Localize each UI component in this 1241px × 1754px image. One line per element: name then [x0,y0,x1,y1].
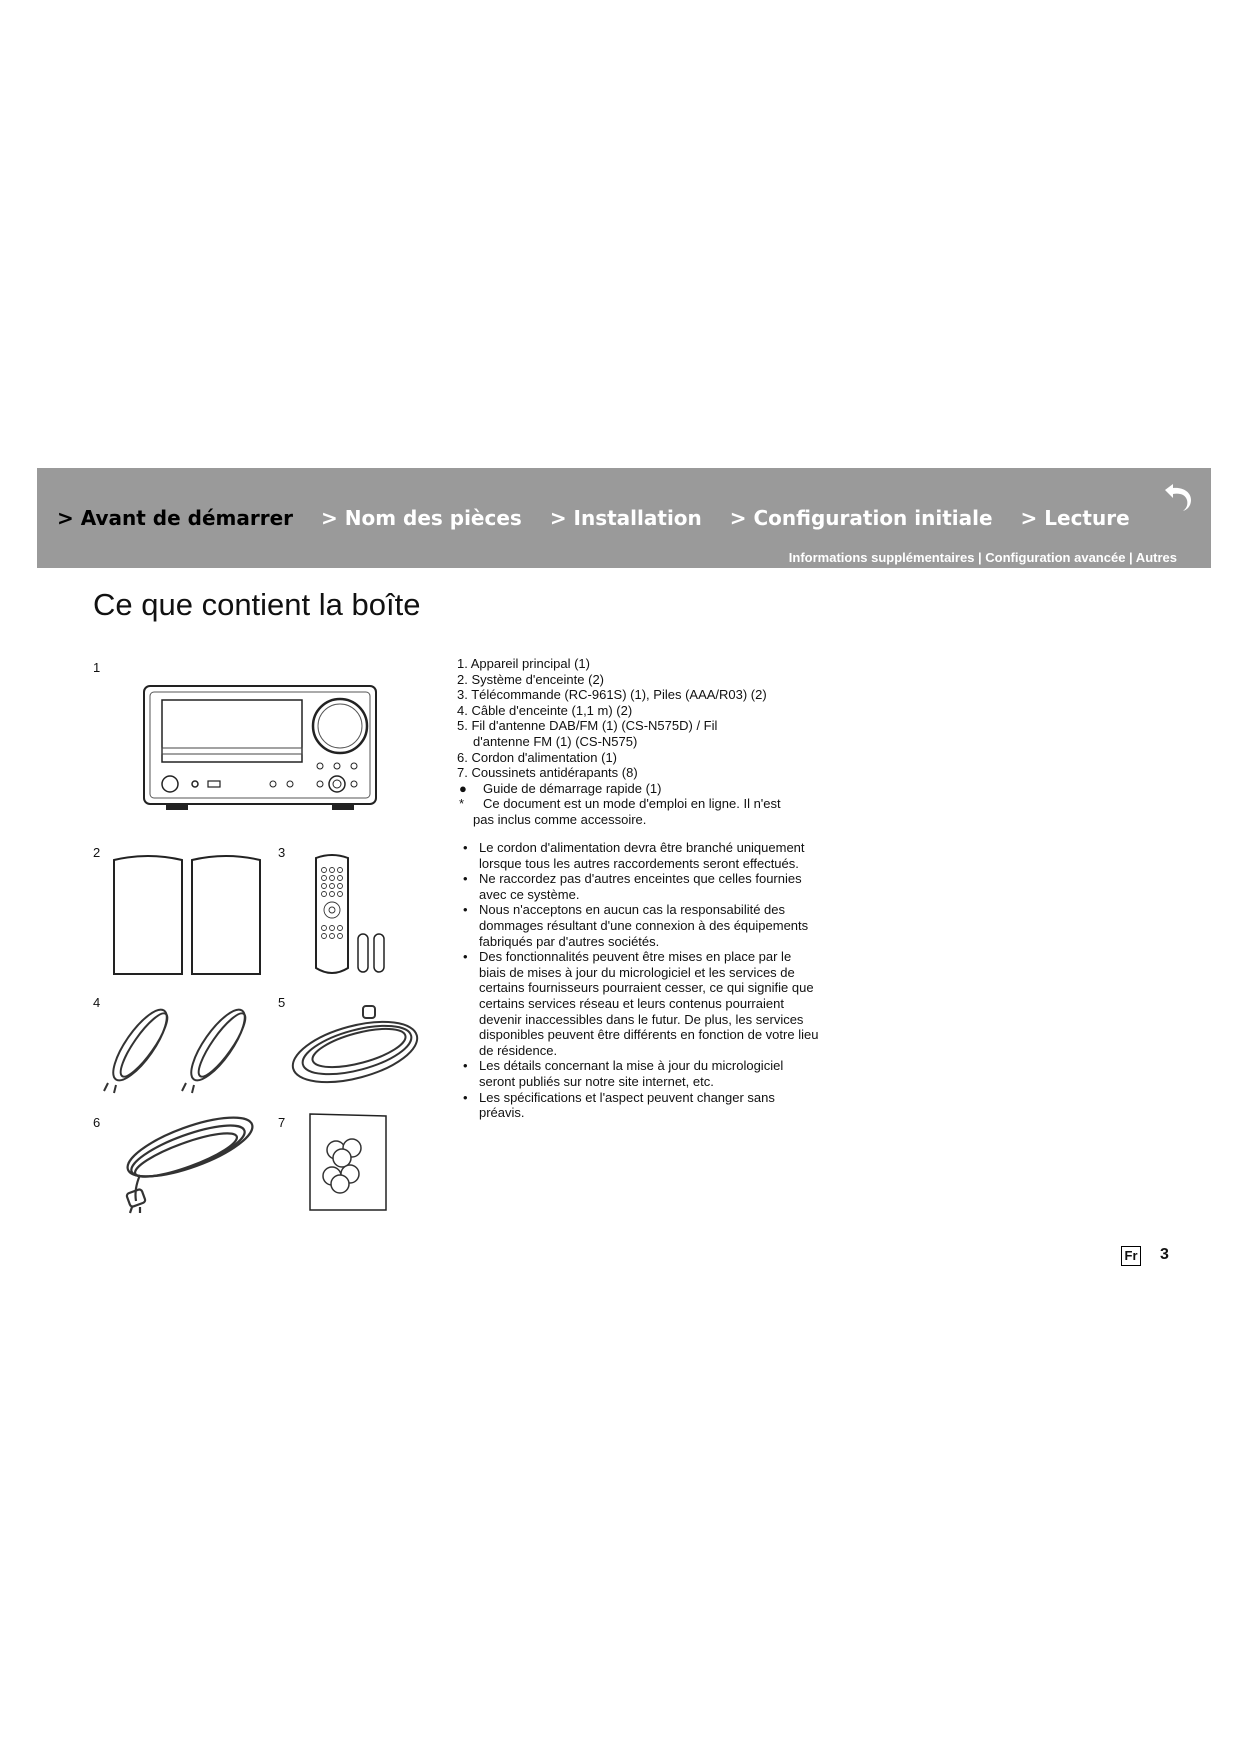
note-text: Les spécifications et l'aspect peuvent changer sans préavis. [479,1089,775,1121]
list-item: 4. Câble d'enceinte (1,1 m) (2) [457,702,633,718]
bullet-icon: • [463,1089,468,1105]
note-text: Des fonctionnalités peuvent être mises en place par le biais de mises à jour du micrologiciel et les services de certains fournisseurs pourraient cesser, ce qui signifie que certains services réseau et leurs contenus pourraient devenir inaccessibles dans le futur. De plus, les services disponibles peuvent être différents en fonction de votre lieu de résidence. [479,949,819,1058]
bullet-icon: • [463,871,468,887]
secondary-links[interactable]: Informations supplémentaires | Configuration avancée | Autres [788,550,1177,565]
note-text: Ne raccordez pas d'autres enceintes que celles fournies avec ce système. [479,871,802,902]
page-number: 3 [1160,1246,1169,1263]
figure-label-7: 7 [278,1115,286,1130]
bullet-icon: • [463,1058,468,1074]
note-item [457,871,819,902]
bullet-icon: • [463,840,468,855]
list-item: 3. Télécommande (RC-961S) (1), Piles (AAA/R03) (2) [457,687,767,703]
tab-installation[interactable]: > Installation [549,506,702,530]
note-text: Le cordon d'alimentation devra être branché uniquement lorsque tous les autres raccordements seront effectués. [479,840,805,871]
main-unit-illustration [140,680,380,815]
bullet-icon: • [463,902,468,918]
nav-tabs [57,506,1158,530]
power-cord-illustration [100,1105,260,1215]
list-item: 2. Système d'enceinte (2) [457,671,604,687]
list-item-continuation: d'antenne FM (1) (CS-N575) [473,733,638,749]
figure-label-2: 2 [93,845,101,860]
figure-label-3: 3 [278,845,286,860]
notes-list [457,840,819,1121]
speaker-cables-illustration [98,995,268,1095]
figure-label-1: 1 [93,660,101,675]
list-item: 7. Coussinets antidérapants (8) [457,765,638,781]
tab-avant-de-demarrer[interactable]: > Avant de démarrer [57,506,293,530]
note-item [457,840,819,871]
tab-nom-des-pieces[interactable]: > Nom des pièces [321,506,522,530]
figure-label-4: 4 [93,995,101,1010]
header-bar [37,468,1211,568]
asterisk-icon: * [459,796,465,812]
figure-label-5: 5 [278,995,286,1010]
note-item [457,949,819,1058]
note-text: Les détails concernant la mise à jour du micrologiciel seront publiés sur notre site internet, etc. [479,1058,784,1089]
page-title: Ce que contient la boîte [93,587,421,622]
tab-configuration-initiale[interactable]: > Configuration initiale [729,506,993,530]
quick-start-guide-item [457,781,817,797]
non-slip-pads-illustration [306,1110,390,1214]
antenna-wire-illustration [285,1000,425,1090]
online-manual-note-continuation: pas inclus comme accessoire. [473,811,647,827]
note-item [457,902,819,949]
language-badge: Fr [1121,1246,1141,1266]
quick-start-guide-text: Guide de démarrage rapide (1) [483,780,662,796]
list-item: 5. Fil d'antenne DAB/FM (1) (CS-N575D) / Fil [457,718,718,734]
list-item: 6. Cordon d'alimentation (1) [457,749,618,765]
contents-list [457,656,817,828]
tab-lecture[interactable]: > Lecture [1020,506,1130,530]
remote-and-batteries-illustration [312,850,394,980]
speakers-illustration [108,850,268,980]
online-manual-note-text: Ce document est un mode d'emploi en ligne. Il n'est [483,796,781,812]
bullet-icon: • [463,949,468,965]
note-item [457,1090,819,1121]
list-item: 1. Appareil principal (1) [457,656,590,671]
note-item [457,1058,819,1089]
online-manual-note [457,796,817,812]
return-arrow-icon[interactable] [1157,480,1197,514]
note-text: Nous n'acceptons en aucun cas la responsabilité des dommages résultant d'une connexion à des équipements fabriqués par d'autres sociétés. [479,902,809,949]
bullet-icon: ● [459,780,467,796]
figure-label-6: 6 [93,1115,101,1130]
